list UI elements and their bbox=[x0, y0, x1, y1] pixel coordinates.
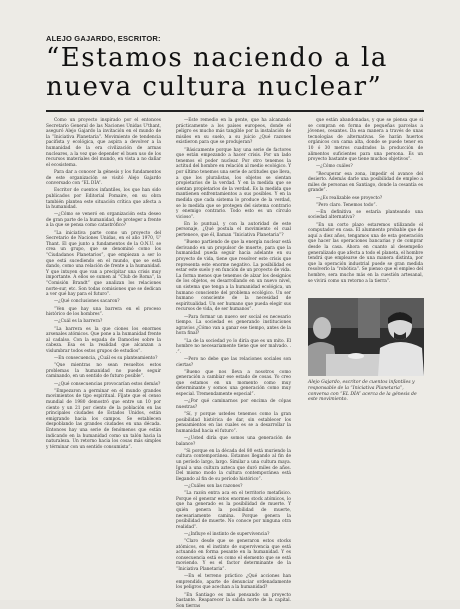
article-paragraph: —¿Cómo cuáles? bbox=[316, 164, 353, 170]
article-paragraph: —¿Es realizable ese proyecto? bbox=[316, 195, 383, 201]
article-column-2 bbox=[176, 118, 291, 609]
article-paragraph: “Pero claro. Tenemos todo”. bbox=[316, 202, 377, 208]
headline: “Estamos naciendo a la nueva cultura nuclear” bbox=[46, 43, 388, 102]
article-paragraph: Escritor de cuentos infantiles, los que han sido publicados por Editorial Pomaire, en su obra también plantea este situación crítica que afecta a la humanidad. bbox=[46, 188, 161, 211]
article-paragraph: —Este remedio en la gente, que ha alcanzado prácticamente a los países europeos, donde el peligro es mucho más tangible por la instalación de misiles en su suelo, a su juicio ¿Qué razones existieron para que se produjeran? bbox=[176, 118, 291, 146]
article-paragraph: —¿Cuál es la barrera? bbox=[54, 319, 103, 325]
article-paragraph: Como un proyecto inspirado por el entonces Secretario General de las Naciones Unidas U'thant, aseguró Alejo Gajardo la invitación en el mundo de la “Iniciativa Planetaria”. Movimiento de tendencia pacifista y ecológica, que aspira a devolver a la humanidad de la era civilización de armas nucleares, a la vez que depender el buen uso de los recursos materiales del mundo, en vista a no dañar el ecosistema. bbox=[46, 118, 161, 168]
article-paragraph: “Empezaron a germinar en el mundo grandes movimientos de tipo espiritual. Fíjate que el censo mundial de 1980 demostró que entre un 10 por ciento y un 21 por ciento de la población en las principales ciudades de Estados Unidos, están emigrando hacia los campos. Se establecen despoblando las grandes ciudades en una década. Entonces hay una serie de fenómenos que están indicando en la humanidad como un talón hacia la naturaleza. Un retorno hacia los cosas más simples y términar con un sentido consumista”. bbox=[46, 388, 161, 450]
article-paragraph: “La razón entra aca en el territorio metafísico. Porque el generar estos enormes stock atómicos, lo que ha generado es la posibilidad de muerte. Y quién genera la posibilidad de muerte, necesariamente camina. Porque genera la posibilidad de muerte. No conoce por ninguna otra realidad”. bbox=[176, 491, 291, 530]
interview-photo bbox=[308, 298, 424, 376]
article-paragraph: “La de la sociedad yo lo diría que es un mito. El hombre no necesariamente tiene que ser malvado. . .”. bbox=[176, 338, 291, 355]
article-paragraph: —¿Por qué caminarnos por encima de cópas nuestras? bbox=[176, 399, 291, 410]
article-paragraph: —En definitiva se estaría planteando una sociedad alternativa? bbox=[308, 209, 423, 221]
article-paragraph: “Que mientras no sean resueltos estos problemas la humanidad no puede seguir caminando, en un sentido de futuro posible”. bbox=[46, 363, 161, 380]
article-paragraph: —¿Qué conclusiones sacaron? bbox=[54, 299, 120, 305]
article-paragraph: —¿Influye el instinto de supervivencia? bbox=[184, 531, 270, 537]
article-paragraph: “Si porque en la década del 80 está muriendo la cultura contemporánea. Estamos llegando al fin de un período largo, largo. Similar a una cultura maya. Igual a una cultura azteca que duró miles de años. Del mismo modo la cultura contemporánea está llegando al fin de su período histórico”. bbox=[176, 448, 291, 482]
interview-photo-image bbox=[308, 298, 424, 376]
article-paragraph: “Bueno partiendo de que la energía nuclear está derivando en un propulsor de muerte, para que la humanidad pueda seguir hacia adelante en su proyecto de vida, tiene que resolver este crisis que representa este enorme negativo. La posibilidad es estar este suelo y en función de un proyecto de vida. La forma menos que tenemos de alzar los designios de los objetos, es desarrollando en un nuevo nivel, un sistema que tenga a la humanidad ecológica, un humano consciente del problema ecológico. Un ser humano consciente de la necesidad de espiritualidad. Un ser humano que pueda elegir sus recursos de vida, de ser humanos”. bbox=[176, 240, 291, 313]
article-paragraph: “En un corto plazo estaremos utilizando el computador en casa. El alumnento probable que de aquí a diez años, tengamos una de esta generación que hacer las operaciones bancarias y de comprar desde la casa. Ahora en cuanto al desempeño generalizado que afecta a todo el planeta, el hombre tendrá que emplearse de una manera distinta, por que la operación industrial puede se gran medida resolverlo la “robótica”. Se pienso que el empleo del hombre, sera mucho más en la cuestión artesanal, se vivirá como un retorno a la tierra”. bbox=[308, 222, 423, 284]
article-paragraph: “La iniciativa parte como un proyecto del Secretario de Naciones Unidas, en el año 1970, U' Thant. El que junto a fundamentos de la O.N.U. se crea un grupo, que se denominó como los “Ciudadanos Planetarios”, que empiezan a ser lo que está sucediendo en el mundo, que se está dando, como una relación de frente a la humanidad. Y que intuyen que van a precipitar una crisis muy importante. A ellos se sumen al “Club de Roma”, la “Comisión Brandt” que analizan los relaciones norte-sur, etc. Son todas comisiones que se dedican a ver qué hay para el futuro”. bbox=[46, 230, 161, 298]
article-paragraph: —¿Cómo se veneró en organización esta deseo de gran parte de la humanidad, de proteger a frente a la que se pensa como catastrófico? bbox=[46, 212, 161, 229]
article-column-1 bbox=[46, 118, 161, 550]
kicker: ALEJO GAJARDO, ESCRITOR: bbox=[46, 34, 161, 43]
article-paragraph: —Para formar un nuevo ser social es necesario tiempo. La sociedad es generando instituciones agravios ¿Cómo van a ganar ese tiempo, antes de la hora final? bbox=[176, 314, 291, 337]
article-paragraph: Para dar a conocer la génesis y los fundamentos de este organización se visitó Alejo Gajardo conversado con “EL DÍA”. bbox=[46, 169, 161, 187]
article-paragraph: que están abandonadas, y que se piensa que si se compran en forma de pequeñas parcelas a jóvenes, cesantes. Da esa manera a través de unas tecnologías de alternativas. Se harán huertos orgánicos con cama alta, donde se puede tener en 10 ó 30 metros cuadrados la producción de alimentos suficientes para una persona. Es un proyecto bastante que tiene muchos objetivos”. bbox=[308, 118, 423, 163]
article-paragraph: —En consecuencia, ¿Cuál es su planteamiento? bbox=[54, 356, 158, 362]
article-paragraph: —¿Cuáles son las razones? bbox=[184, 483, 243, 489]
article-paragraph: “Bueno que nos lleva a nosotros como generación a cambiar ese estado de cosas. Yo creo que estamos en un momento como muy determinante y somos una generación como muy especial. Tremendamente especial”. bbox=[176, 369, 291, 398]
article-paragraph: “Sí, y porque ustedes tenemos como la gran posibilidad histórica de dar, sin establecer los pensamientos en las cuales es se a desarrollar la humanidad hacia el futuro”. bbox=[176, 412, 291, 434]
article-paragraph: “Ven que hay una barrera en el proceso histórico de los hombres”. bbox=[46, 306, 161, 318]
article-paragraph: —¿Qué consecuencias provocarían estos demás? bbox=[54, 381, 161, 387]
article-paragraph: —¿Usted diría que somos una generación de balance? bbox=[176, 436, 291, 447]
article-paragraph: “Recuperar esa zona, impedir el avance del desierto. Además darle una posibilidad de empleo a miles de personas en Santiago, donde la cesantía es grande”. bbox=[308, 171, 423, 194]
article-paragraph: “En Santiago es más pensando un proyecto bastante. Reaparecer la salida norte de la capital. Son tierras bbox=[176, 592, 291, 609]
article-paragraph: “La barrera es la que ciones los enormes arsenales atómicos. Que pone a la humanidad frente al cadalso. Con la espada de Damocles sobre la cabeza. Esa es la realidad que alcanzan a vislumbrar todos estos grupos de estudios”. bbox=[46, 326, 161, 354]
article-paragraph: “Claro desde que se generaron estos stocks atómicos, en el instinto de supervivencia que está actuando en forma pesante en la humanidad. Y es consecuencia está es como el elemento que se está moviendo. Y es el factor determinante de la “Iniciativa Planetaria”. bbox=[176, 539, 291, 573]
article-paragraph: —En el terreno práctico ¿Qué acciones han emprendido, aparte de denunciar ordenadamente los peligros que acechan a la humanidad? bbox=[176, 574, 291, 591]
article-paragraph: En lo puntual, y con la autoridad de este personaje, ¿Qué postula el movimiento el cual pertenece, que él, llaman “Iniciativa Planetaria”? bbox=[176, 221, 291, 239]
article-paragraph: “Básicamente porque hay una serie de factores que están empezando a hacer crisis. Por un lado tenemos el poder nuclear. Por otro tenemos la actitud del hombre en relación al medio ecológico. Y por último tenemos una serie de actitudes que lleva, a que los pluralistas, los objetos se sientan propietarios de la verdad. Y en la medida que se sientan propietarios de la verdad. Es la medida que mantienen enfrentamientos a sus posibles. Y en la medida que cada sistema lo produce de la verdad, se lo medida que se protegen del sistema contrario y enemigo contrario. Todo esto es un círculo vicioso”. bbox=[176, 147, 291, 220]
article-column-3 bbox=[308, 118, 423, 294]
headline-rule bbox=[46, 110, 424, 112]
photo-caption: Alejo Gajardo, escritor de cuentos infantiles y responsable de la “Iniciativa Planetaria”, conversa con “EL DÍA” acerca de la génesis de este movimiento. bbox=[308, 380, 417, 403]
article-paragraph: —Pero no debe que las relaciones sociales son ciertas? bbox=[176, 356, 291, 368]
